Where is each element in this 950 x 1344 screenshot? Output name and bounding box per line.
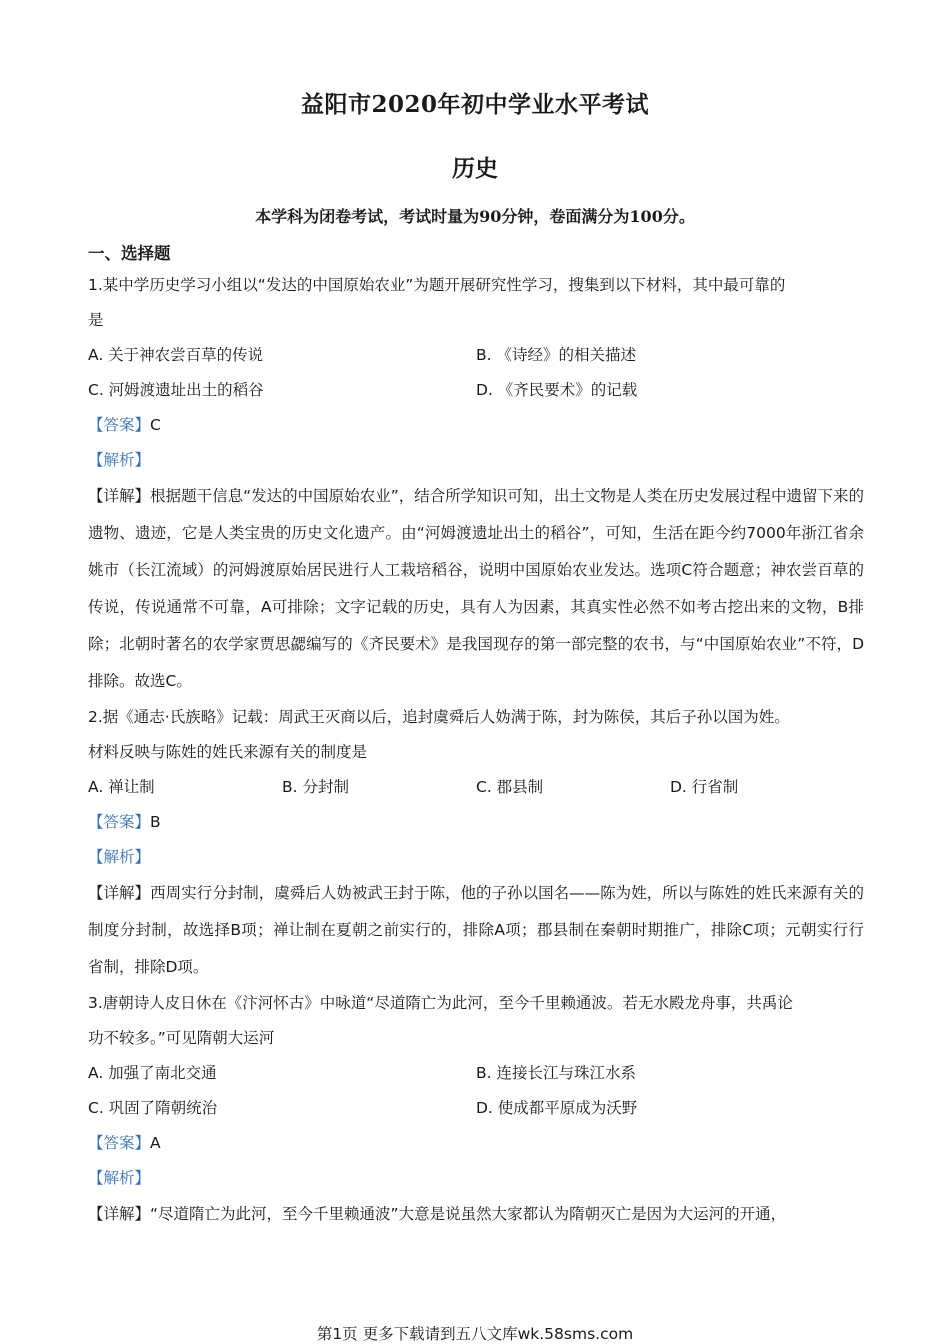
question-stem-line: 材料反映与陈姓的姓氏来源有关的制度是 <box>88 743 368 761</box>
option-a: A. 禅让制 <box>88 778 155 796</box>
analysis-label: 【解析】 <box>88 848 151 866</box>
analysis-label: 【解析】 <box>88 1169 151 1187</box>
option-d: D. 《齐民要术》的记载 <box>476 381 638 399</box>
answer-line <box>88 805 864 840</box>
option-a: A. 加强了南北交通 <box>88 1064 217 1082</box>
detail-label: 【详解】 <box>88 1205 151 1223</box>
question-stem-line: 功不较多。”可见隋朝大运河 <box>88 1029 275 1047</box>
detail-paragraph <box>88 478 864 700</box>
option-row <box>88 338 864 373</box>
question-stem-line: 是 <box>88 311 104 329</box>
answer-value: C <box>150 416 161 434</box>
section-heading: 一、选择题 <box>88 244 171 263</box>
detail-label: 【详解】 <box>88 487 151 505</box>
question-stem-line: 2.据《通志·氏族略》记载：周武王灭商以后，追封虞舜后人妫满于陈，封为陈侯，其后子孙以国为姓。 <box>88 708 790 726</box>
question-1 <box>88 268 864 700</box>
detail-paragraph <box>88 1196 864 1233</box>
option-c: C. 河姆渡遗址出土的稻谷 <box>88 381 264 399</box>
answer-label: 【答案】 <box>88 416 151 434</box>
question-2 <box>88 700 864 986</box>
option-a: A. 关于神农尝百草的传说 <box>88 346 264 364</box>
detail-label: 【详解】 <box>88 884 151 902</box>
exam-title: 益阳市2020年初中学业水平考试 <box>300 91 649 118</box>
answer-label: 【答案】 <box>88 813 151 831</box>
question-stem-line: 1.某中学历史学习小组以“发达的中国原始农业”为题开展研究性学习，搜集到以下材料，其中最可靠的 <box>88 276 786 294</box>
page-footer: 第1页 更多下载请到五八文库wk.58sms.com <box>316 1325 634 1343</box>
question-list <box>88 268 864 1233</box>
detail-text: “尽道隋亡为此河，至今千里赖通波”大意是说虽然大家都认为隋朝灭亡是因为大运河的开通， <box>150 1205 787 1223</box>
option-b: B. 分封制 <box>282 778 349 796</box>
option-row <box>88 1091 864 1126</box>
option-c: C. 巩固了隋朝统治 <box>88 1099 218 1117</box>
answer-line <box>88 408 864 443</box>
option-row <box>88 1056 864 1091</box>
answer-value: B <box>150 813 161 831</box>
option-c: C. 郡县制 <box>476 778 544 796</box>
option-row <box>88 373 864 408</box>
option-d: D. 使成都平原成为沃野 <box>476 1099 638 1117</box>
detail-text: 根据题干信息“发达的中国原始农业”，结合所学知识可知，出土文物是人类在历史发展过程中遗留下来的遗物、遗迹，它是人类宝贵的历史文化遗产。由“河姆渡遗址出土的稻谷”，可知，生活在距今约7000年浙江省余姚市（长江流域）的河姆渡原始居民进行人工栽培稻谷，说明中国原始农业发达。选项C符合题意；神农尝百草的传说，传说通常不可靠，A可排除；文字记载的历史，具有人为因素，其真实性必然不如考古挖出来的文物，B排除；北朝时著名的农学家贾思勰编写的《齐民要术》是我国现存的第一部完整的农书，与“中国原始农业”不符，D排除。故选C。 <box>88 487 864 690</box>
option-row <box>88 770 864 805</box>
question-3 <box>88 986 864 1233</box>
analysis-label: 【解析】 <box>88 451 151 469</box>
answer-line <box>88 1126 864 1161</box>
exam-instructions: 本学科为闭卷考试，考试时量为90分钟，卷面满分为100分。 <box>255 207 695 226</box>
option-b: B. 连接长江与珠江水系 <box>476 1064 636 1082</box>
subject-title: 历史 <box>452 155 498 182</box>
answer-label: 【答案】 <box>88 1134 151 1152</box>
detail-paragraph <box>88 875 864 986</box>
question-stem-line: 3.唐朝诗人皮日休在《汴河怀古》中咏道“尽道隋亡为此河，至今千里赖通波。若无水殿龙舟事，共禹论 <box>88 994 793 1012</box>
option-b: B. 《诗经》的相关描述 <box>476 346 636 364</box>
detail-text: 西周实行分封制，虞舜后人妫被武王封于陈，他的子孙以国名——陈为姓，所以与陈姓的姓氏来源有关的制度分封制，故选择B项；禅让制在夏朝之前实行的，排除A项；郡县制在秦朝时期推广，排除C项；元朝实行行省制，排除D项。 <box>88 884 864 976</box>
option-d: D. 行省制 <box>670 778 739 796</box>
answer-value: A <box>150 1134 161 1152</box>
